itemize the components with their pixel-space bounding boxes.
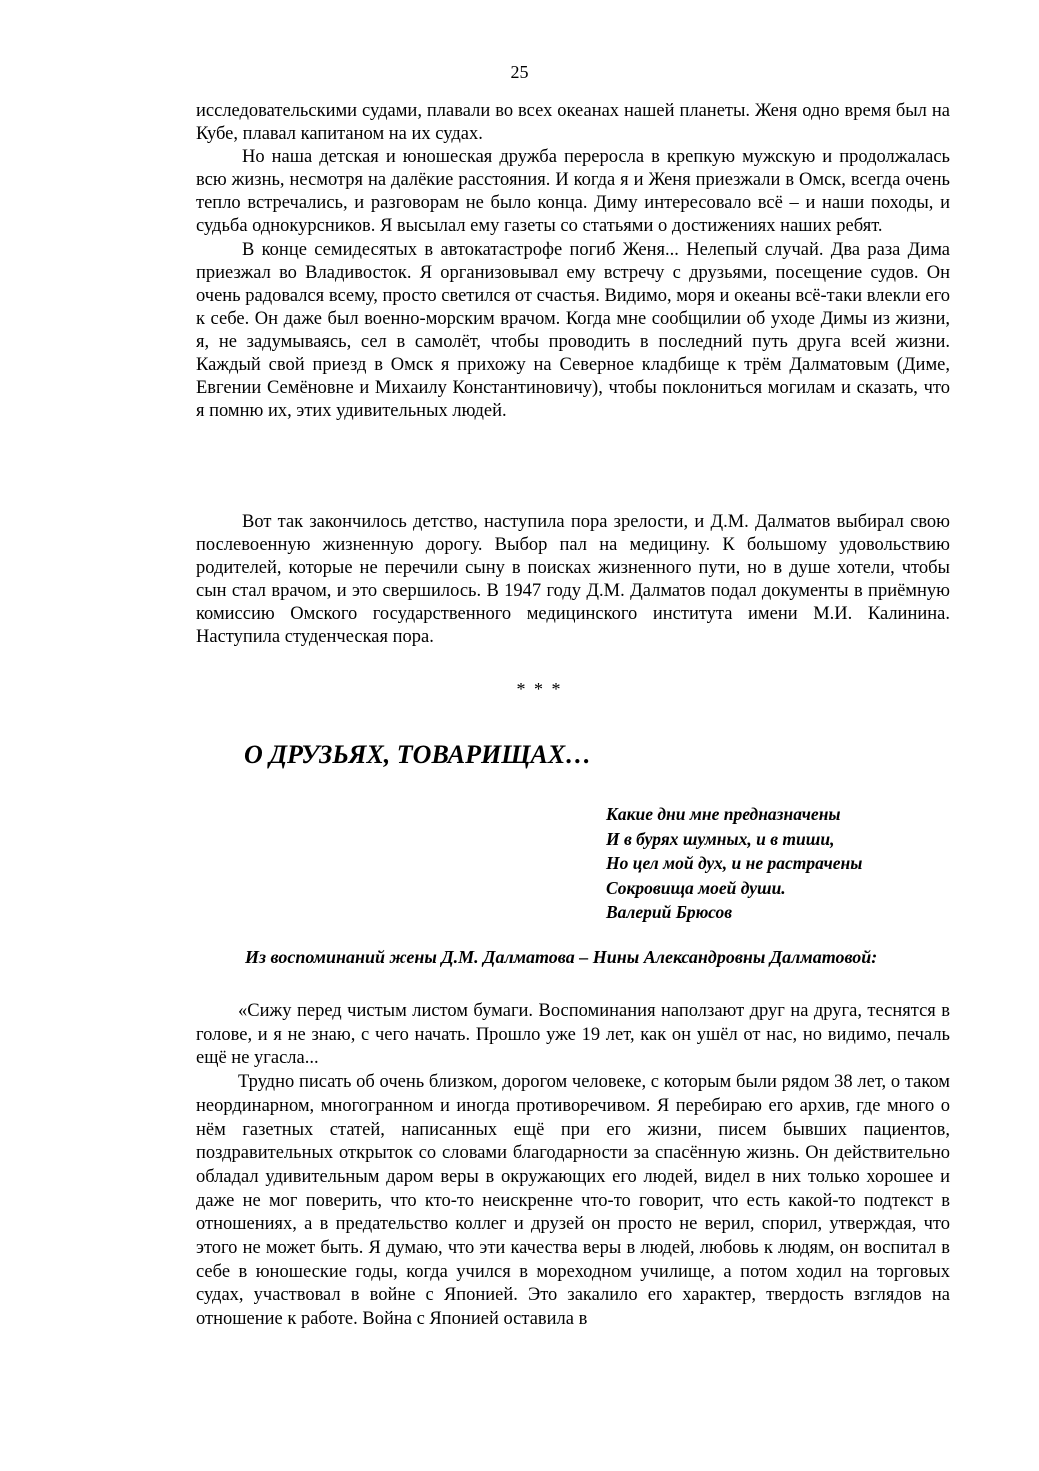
section-title: О ДРУЗЬЯХ, ТОВАРИЩАХ… <box>244 740 592 769</box>
paragraph: Вот так закончилось детство, наступила пора зрелости, и Д.М. Далматов выбирал свою послевоенную жизненную дорогу. Выбор пал на медицину. К большому удовольствию родителей, которые не перечили сыну в поисках жизненного пути, но в душе хотели, чтобы сын стал врачом, и это свершилось. В 1947 году Д.М. Далматов подал документы в приёмную комиссию Омского государственного медицинского института имени М.И. Калинина. Наступила студенческая пора. <box>196 512 950 648</box>
paragraph: исследовательскими судами, плавали во всех океанах нашей планеты. Женя одно время был на Кубе, плавал капитаном на их судах. <box>196 101 950 145</box>
memoir-heading: Из воспоминаний жены Д.М. Далматова – Нины Александровны Далматовой: <box>245 947 878 967</box>
page-number: 25 <box>510 62 529 82</box>
epigraph-line: Какие дни мне предназначены <box>606 804 841 824</box>
epigraph-line: Сокровища моей души. <box>606 877 786 898</box>
epigraph-line: Но цел мой дух, и не растрачены <box>606 853 863 873</box>
paragraph: «Сижу перед чистым листом бумаги. Воспоминания наползают друг на друга, теснятся в голове, и я не знаю, с чего начать. Прошло уже 19 лет, как он ушёл от нас, но видимо, печаль ещё не угасла... <box>196 1001 950 1069</box>
section-separator: * * * <box>516 679 563 699</box>
text-block-student-years <box>196 511 950 650</box>
epigraph <box>606 802 862 925</box>
epigraph-author: Валерий Брюсов <box>606 902 733 922</box>
paragraph: Трудно писать об очень близком, дорогом человеке, с которым были рядом 38 лет, о таком неординарном, многогранном и иногда противоречивом. Я перебираю его архив, где много о нём газетных статей, написанных ещё при его жизни, писем бывших пациентов, поздравительных открыток со словами благодарности за спасённую жизнь. Он действительно обладал удивительным даром веры в окружающих его людей, видел в них только хорошее и даже не мог поверить, что кто-то неискренне что-то говорит, что есть какой-то подтекст в отношениях, а в предательство коллег и друзей он просто не верил, спорил, утверждая, что этого не может быть. Я думаю, что эти качества веры в людей, любовь к людям, он воспитал в себе в юношеские годы, когда учился в мореходном училище, а потом ходил на торговых судах, участвовал в войне с Японией. Это закалило его характер, твердость взглядов на отношение к работе. Война с Японией оставила в <box>196 1072 950 1330</box>
text-block-memoir <box>196 1000 950 1332</box>
epigraph-line: И в бурях шумных, и в тиши, <box>606 828 835 849</box>
paragraph: Но наша детская и юношеская дружба переросла в крепкую мужскую и продолжалась всю жизнь, несмотря на далёкие расстояния. И когда я и Женя приезжали в Омск, всегда очень тепло встречались, и разговорам не было конца. Диму интересовало всё – и наши походы, и судьба однокурсников. Я высылал ему газеты со статьями о достижениях наших ребят. <box>196 147 950 237</box>
paragraph: В конце семидесятых в автокатастрофе погиб Женя... Нелепый случай. Два раза Дима приезжал во Владивосток. Я организовывал ему встречу с друзьями, посещение судов. Он очень радовался всему, просто светился от счастья. Видимо, моря и океаны всё-таки влекли его к себе. Он даже был военно-морским врачом. Когда мне сообщилии об уходе Димы из жизни, я, не задумываясь, сел в самолёт, чтобы проводить в последний путь друга всей жизни. Каждый свой приезд в Омск я прихожу на Северное кладбище к трём Далматовым (Диме, Евгении Семёновне и Михаилу Константиновичу), чтобы поклониться могилам и сказать, что я помню их, этих удивительных людей. <box>196 239 950 422</box>
text-block-memories <box>196 100 950 423</box>
